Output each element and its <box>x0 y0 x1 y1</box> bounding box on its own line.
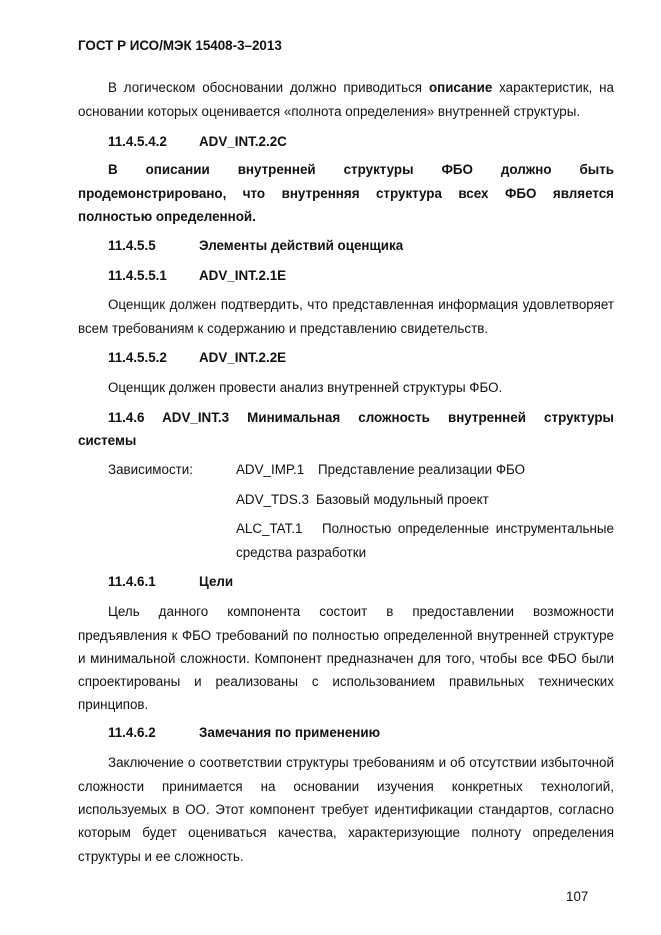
section-title: Цели <box>199 574 234 589</box>
rationale-text-bold: описание <box>428 80 493 95</box>
dependencies-label: Зависимости: <box>108 462 193 477</box>
paragraph-line: которым будет оцениваться качества, характеризующие полноту определения <box>78 825 614 840</box>
paragraph-line: спроектированы и реализованы с использованием правильных технических <box>78 674 614 689</box>
document-header-title: ГОСТ Р ИСО/МЭК 15408-3–2013 <box>78 38 282 53</box>
bold-paragraph-line3: полностью определенной. <box>78 209 256 224</box>
section-number: 11.4.5.4.2 <box>108 134 167 149</box>
section-title: Элементы действий оценщика <box>199 238 404 253</box>
dependency-code: ADV_TDS.3 <box>236 492 309 507</box>
paragraph-line: Оценщик должен подтвердить, что представленная информация удовлетворяет <box>108 297 614 312</box>
rationale-text-post: характеристик, на <box>492 80 614 95</box>
section-number: 11.4.5.5.1 <box>108 268 167 283</box>
section-number: 11.4.5.5.2 <box>108 350 167 365</box>
component-heading-line2: системы <box>78 433 137 448</box>
dependency-code: ALC_TAT.1 <box>236 521 303 536</box>
paragraph-line: Цель данного компонента состоит в предоставлении возможности <box>108 604 614 619</box>
dependency-text: Представление реализации ФБО <box>318 462 526 477</box>
section-title: Замечания по применению <box>199 725 381 740</box>
dependency-code: ADV_IMP.1 <box>236 462 305 477</box>
section-title: ADV_INT.2.1E <box>199 268 287 283</box>
dependency-text-continuation: средства разработки <box>236 545 367 560</box>
paragraph-line: используемых в ОО. Этот компонент требует идентификации стандартов, согласно <box>78 802 614 817</box>
page-number: 107 <box>566 889 589 904</box>
paragraph-line: предъявления к ФБО требований по полностью определенной внутренней структуре <box>78 628 614 643</box>
paragraph-line: и минимальной сложности. Компонент предназначен для того, чтобы все ФБО были <box>78 651 614 666</box>
section-number: 11.4.6.2 <box>108 725 156 740</box>
bold-paragraph-line1: В описании внутренней структуры ФБО должно быть <box>108 162 614 177</box>
paragraph-line: всем требованиям к содержанию и представлению свидетельств. <box>78 321 489 336</box>
dependency-text: Базовый модульный проект <box>316 492 489 507</box>
section-title: ADV_INT.2.2C <box>199 134 287 149</box>
section-title: ADV_INT.2.2E <box>199 350 287 365</box>
section-number: 11.4.6.1 <box>108 574 156 589</box>
paragraph-line: Оценщик должен провести анализ внутренней структуры ФБО. <box>108 380 503 395</box>
dependency-text: Полностью определенные инструментальные <box>322 521 614 536</box>
paragraph-rationale-line1 <box>108 80 614 95</box>
section-number: 11.4.5.5 <box>108 238 156 253</box>
rationale-text-pre: В логическом обосновании должно приводиться <box>108 80 429 95</box>
paragraph-line: принципов. <box>78 697 149 712</box>
paragraph-rationale-line2: основании которых оценивается «полнота определения» внутренней структуры. <box>78 104 581 119</box>
paragraph-line: сложности принимается на основании изучения конкретных технологий, <box>78 779 614 794</box>
paragraph-line: структуры и ее сложность. <box>78 849 244 864</box>
component-heading-line1: 11.4.6 ADV_INT.3 Минимальная сложность внутренней структуры <box>108 410 614 425</box>
paragraph-line: Заключение о соответствии структуры требованиям и об отсутствии избыточной <box>108 755 614 770</box>
bold-paragraph-line2: продемонстрировано, что внутренняя структура всех ФБО является <box>78 186 614 201</box>
